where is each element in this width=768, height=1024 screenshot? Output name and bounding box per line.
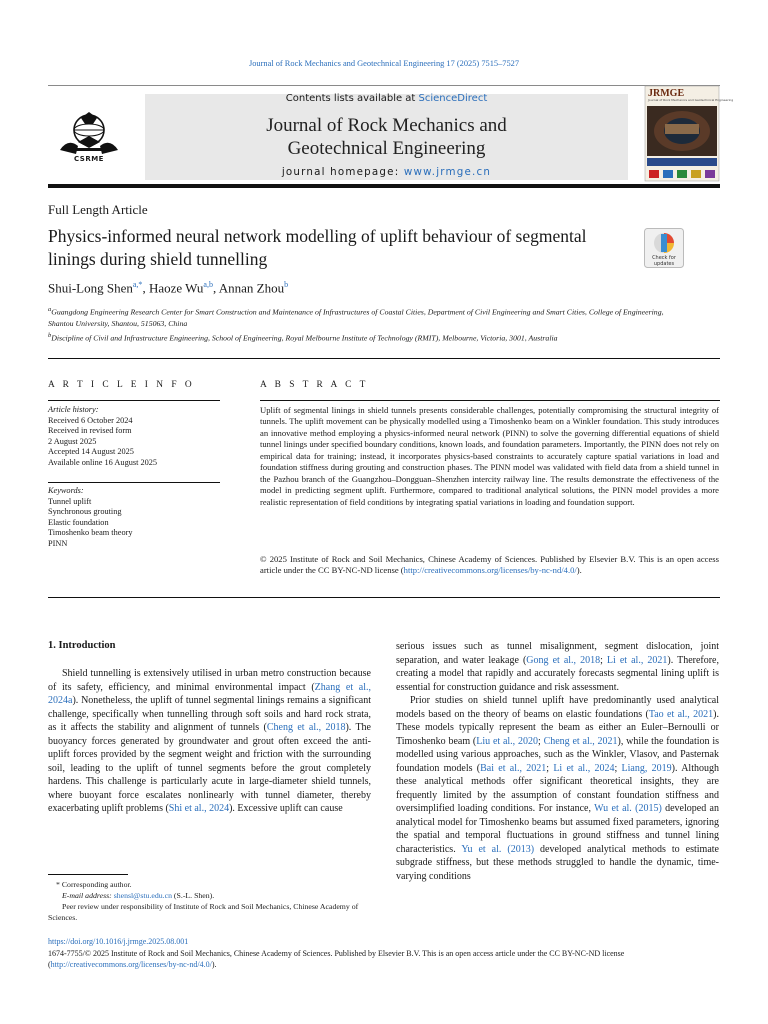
footnote-rule xyxy=(48,874,128,875)
journal-reference-link[interactable]: Journal of Rock Mechanics and Geotechnical Engineering 17 (2025) 7515–7527 xyxy=(248,59,520,68)
history-item: 2 August 2025 xyxy=(48,436,97,446)
abstract-rule xyxy=(260,400,720,401)
citation-link[interactable]: Liu et al., 2020 xyxy=(476,735,538,747)
article-history xyxy=(48,405,220,468)
keyword: Tunnel uplift xyxy=(48,496,92,506)
section-rule xyxy=(48,597,720,598)
journal-homepage xyxy=(145,166,628,178)
keyword: PINN xyxy=(48,538,68,548)
affiliations xyxy=(48,304,678,344)
paragraph xyxy=(396,640,719,694)
homepage-link[interactable]: www.jrmge.cn xyxy=(403,166,492,178)
license-link[interactable]: http://creativecommons.org/licenses/by-nc-nd/4.0/ xyxy=(403,565,577,576)
paragraph-text: ; xyxy=(537,735,544,747)
paragraph-text: ). Therefore, creating a model that rapidly and accurately forecasts segmental lining uplift is essential for construction guidance and risk assessment. xyxy=(396,654,719,693)
paragraph-text: ). These models typically represent the beam as either an Euler–Bernoulli or Timoshenko beam ( xyxy=(396,708,719,747)
paper-title: Physics-informed neural network modelling of uplift behaviour of segmental linings during shield tunnelling xyxy=(48,226,587,269)
issn-end: ). xyxy=(211,960,217,969)
author-affiliation-mark[interactable]: a,b xyxy=(203,280,213,289)
journal-title-line1: Journal of Rock Mechanics and xyxy=(266,115,507,136)
paragraph-text: ; xyxy=(614,762,622,774)
journal-title xyxy=(145,114,628,160)
copyright-text: © 2025 Institute of Rock and Soil Mechanics, Chinese Academy of Sciences. Published by Elsevier B.V. This is an open access article under the CC BY-NC-ND license ( xyxy=(260,554,719,576)
article-info-rule xyxy=(48,400,220,401)
history-item: Received 6 October 2024 xyxy=(48,415,133,425)
corresponding-text: Corresponding author. xyxy=(61,880,132,889)
issn-license-line xyxy=(48,948,720,970)
history-item: Accepted 14 August 2025 xyxy=(48,447,134,456)
issn-license-link[interactable]: http://creativecommons.org/licenses/by-nc-nd/4.0/ xyxy=(50,960,212,969)
article-info-rule xyxy=(48,482,220,483)
copyright-end: ). xyxy=(576,565,582,576)
citation-link[interactable]: Li et al., 2024 xyxy=(553,762,615,774)
abstract-copyright xyxy=(260,554,719,577)
paragraph xyxy=(48,667,371,816)
paragraph-text: ; xyxy=(600,654,607,666)
keywords xyxy=(48,486,220,549)
paragraph-text: ). Excessive uplift can cause xyxy=(229,803,343,814)
paragraph-text: ; xyxy=(546,762,554,774)
paragraph-text: ). Nonetheless, the uplift of tunnel segmental linings remains a significant challenge, specifically when tunnelling through soft soils and hard rock strata, as it affects the stability and alignment of tunnels ( xyxy=(48,695,371,733)
article-type: Full Length Article xyxy=(48,202,148,217)
citation-link[interactable]: Shi et al., 2024 xyxy=(168,803,230,814)
email-suffix: (S.-L. Shen). xyxy=(171,891,215,900)
check-for-updates-badge[interactable] xyxy=(644,228,684,268)
issn-text: 1674-7755/© 2025 Institute of Rock and Soil Mechanics, Chinese Academy of Sciences. Published by Elsevier B.V. This is an open access article under the CC BY-NC-ND license ( xyxy=(48,949,625,969)
paragraph-text: ). The buoyancy forces generated by groundwater and grout often exceed the anti-uplift forces provided by the segment weight and friction with the surrounding soil, leading to the uplift of tunnel segments before the grout completely hardens. This challenge is particularly acute in large-diameter shield tunnels, where buoyant force escalates nonlinearly with tunnel diameter, thereby exacerbating uplift problems ( xyxy=(48,722,371,814)
article-info-heading: A R T I C L E I N F O xyxy=(48,380,195,390)
affiliation-text: Discipline of Civil and Infrastructure Engineering, School of Engineering, Royal Melbourne Institute of Technology (RMIT), Melbourne, Victoria, 3001, Australia xyxy=(51,333,558,343)
cover-subtitle: Journal of Rock Mechanics and Geotechnical Engineering xyxy=(648,98,734,102)
contents-availability xyxy=(145,93,628,104)
body-column-left xyxy=(48,667,371,816)
header-top-rule xyxy=(48,85,720,86)
logo-text: CSRME xyxy=(74,155,104,163)
citation-link[interactable]: Yu et al. (2013) xyxy=(461,843,535,855)
corresponding-author-note: * Corresponding author. xyxy=(56,880,132,889)
footnotes xyxy=(48,879,371,923)
peer-review-note: Peer review under responsibility of Institute of Rock and Soil Mechanics, Chinese Academy of Sciences. xyxy=(48,902,359,922)
crossmark-label: Check for updates xyxy=(652,255,676,267)
affiliation xyxy=(48,304,678,330)
journal-title-line2: Geotechnical Engineering xyxy=(287,138,486,159)
citation-link[interactable]: Cheng et al., 2018 xyxy=(266,722,346,733)
paragraph-text: developed an analytical model for Timoshenko beams but assumed fixed parameters, ignoring the spatial and temporal fluctuations in ground stiffness and tunnel lining characteristics. xyxy=(396,803,719,855)
keywords-label: Keywords: xyxy=(48,486,84,495)
abstract-heading: A B S T R A C T xyxy=(260,380,369,390)
paragraph-text: Prior studies on shield tunnel uplift have predominantly used analytical models based on the theory of beams on elastic foundations ( xyxy=(396,695,719,720)
history-label: Article history: xyxy=(48,405,99,414)
keyword: Elastic foundation xyxy=(48,517,109,527)
author-name[interactable]: Annan Zhou xyxy=(218,280,285,296)
paragraph xyxy=(396,694,719,883)
author-list: Shui-Long Shen$^{a,*}$, Haoze Wu$^{a,b}$, Annan Zhou$^b$ xyxy=(48,280,289,296)
history-item: Received in revised form xyxy=(48,426,132,435)
csrme-logo[interactable] xyxy=(48,110,130,166)
citation-link[interactable]: Tao et al., 2021 xyxy=(648,708,714,720)
citation-link[interactable]: Bai et al., 2021 xyxy=(480,762,547,774)
paragraph-text: ). Although these analytical methods offer significant theoretical insights, they are frequently limited by the assumption of constant foundation stiffness and oversimplified loading conditions. For instance, xyxy=(396,762,719,814)
sciencedirect-link[interactable]: ScienceDirect xyxy=(418,93,488,104)
affiliation-text: Guangdong Engineering Research Center for Smart Construction and Maintenance of Infrastructures of Coastal Cities, Department of Civil Engineering and Smart Cities, College of Engineering, Shantou University, Shantou, 515063, China xyxy=(48,307,664,329)
journal-cover-thumbnail[interactable] xyxy=(645,86,734,181)
keyword: Synchronous grouting xyxy=(48,507,122,516)
citation-link[interactable]: Zhang et al., 2024a xyxy=(48,681,371,706)
affiliation-mark: a xyxy=(48,306,52,313)
history-item: Available online 16 August 2025 xyxy=(48,457,158,467)
paragraph-text: ), while the foundation is modelled using various approaches, such as the Winkler, Vlasov, and Pasternak foundation models ( xyxy=(396,735,720,774)
citation-link[interactable]: Li et al., 2021 xyxy=(606,654,668,666)
email-link[interactable]: shensl@stu.edu.cn xyxy=(113,891,172,900)
abstract-text: Uplift of segmental linings in shield tunnels presents considerable challenges, potentially compromising the structural integrity of tunnels. The uplift movement can be physically modelled using a Timoshenko beam on a Winkler foundation. This study introduces an innovative method employing a physics-informed neural network (PINN) to solve the governing differential equations of shield tunnel linings under specified boundary conditions, known loads, and foundation parameters. Importantly, the PINN does not rely on empirical data for training; instead, it incorporates physics-based constraints to accurately capture spatial variations in load and foundation stiffness during grouting and construction phases. The PINN model was validated with field data from a shield tunnel in the Pazhou branch of the Guangzhou–Dongguan–Shenzhen intercity railway line. The results demonstrate the effectiveness of the model in predicting segment uplift. Furthermore, compared to traditional analytical solutions, the PINN model provides a more realistic representation of field conditions by integrating spatial variations in loading and foundation support. xyxy=(260,405,719,507)
paragraph-text: developed analytical methods to estimate subgrade stiffness, but these methods struggled to handle the dynamic, time-varying conditions xyxy=(396,843,719,882)
keyword: Timoshenko beam theory xyxy=(48,528,133,537)
author-affiliation-mark[interactable]: b xyxy=(284,280,289,289)
introduction-heading: 1. Introduction xyxy=(48,640,116,651)
affiliation-mark: b xyxy=(48,331,52,339)
citation-link[interactable]: Gong et al., 2018 xyxy=(526,654,601,666)
email-note xyxy=(48,890,371,901)
body-column-right xyxy=(396,640,719,883)
author-name[interactable]: Shui-Long Shen xyxy=(48,280,133,296)
citation-link[interactable]: Cheng et al., 2021 xyxy=(543,735,618,747)
author-name[interactable]: Haoze Wu xyxy=(148,280,204,296)
paragraph-text: Shield tunnelling is extensively utilised in urban metro construction because of its safety, efficiency, and minimal environmental impact ( xyxy=(48,668,371,693)
header-bottom-rule xyxy=(48,184,720,188)
author-affiliation-mark[interactable]: a,* xyxy=(132,280,143,289)
citation-link[interactable]: Liang, 2019 xyxy=(621,762,672,774)
doi-link[interactable]: https://doi.org/10.1016/j.jrmge.2025.08.001 xyxy=(48,937,189,946)
section-rule xyxy=(48,358,720,359)
citation-link[interactable]: Wu et al. (2015) xyxy=(594,803,662,814)
affiliation xyxy=(48,330,678,344)
homepage-prefix: journal homepage: xyxy=(281,166,404,178)
paragraph-text: serious issues such as tunnel misalignment, segment dislocation, joint separation, and water leakage ( xyxy=(396,641,719,666)
email-label: E-mail address: xyxy=(62,891,114,900)
cover-title: JRMGE xyxy=(648,88,685,99)
contents-prefix: Contents lists available at xyxy=(285,93,419,104)
